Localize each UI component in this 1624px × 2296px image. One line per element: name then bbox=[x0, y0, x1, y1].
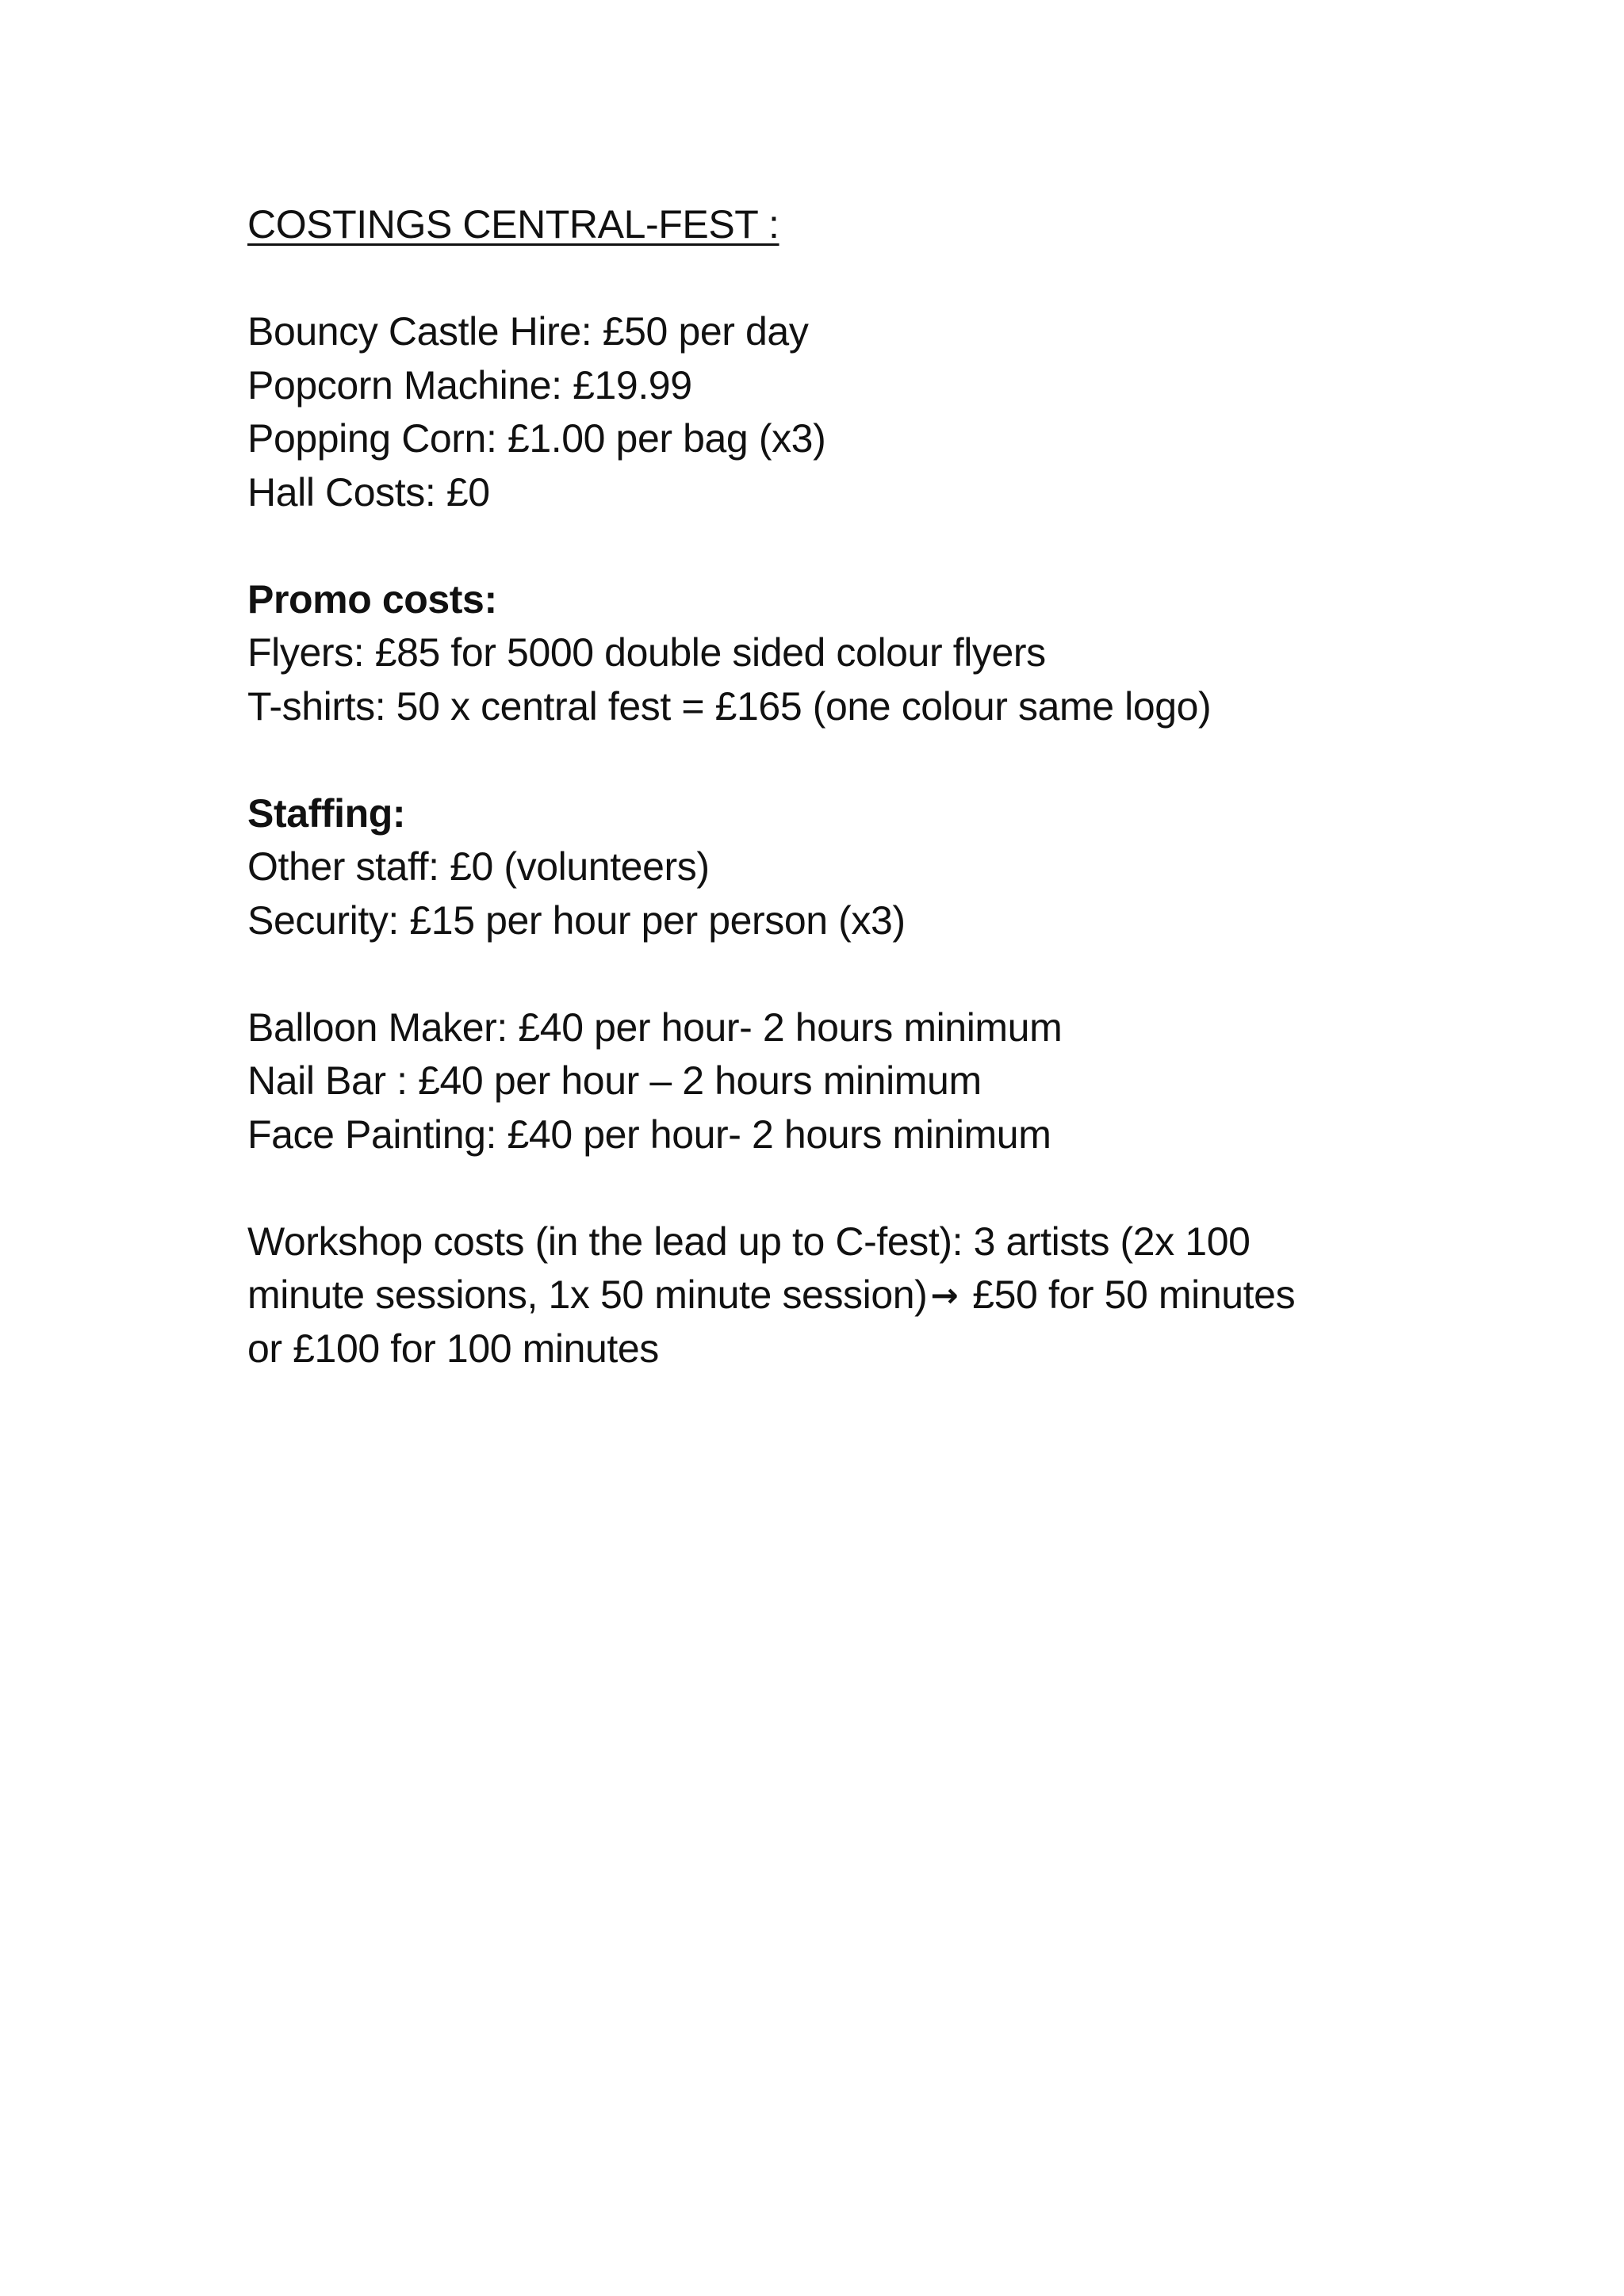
spacer bbox=[247, 1161, 1413, 1215]
spacer bbox=[247, 947, 1413, 1001]
activity-balloon-maker: Balloon Maker: £40 per hour- 2 hours minimum bbox=[247, 1004, 1063, 1050]
promo-heading: Promo costs: bbox=[247, 576, 497, 622]
document-body bbox=[247, 198, 1413, 1376]
workshop-line-2-text: minute sessions, 1x 50 minute session) bbox=[247, 1272, 928, 1317]
workshop-line-3: or £100 for 100 minutes bbox=[247, 1326, 659, 1371]
workshop-line-2 bbox=[247, 1269, 1413, 1322]
cost-item-popcorn-machine: Popcorn Machine: £19.99 bbox=[247, 362, 692, 408]
promo-item-tshirts: T-shirts: 50 x central fest = £165 (one colour same logo) bbox=[247, 683, 1212, 729]
activity-nail-bar: Nail Bar : £40 per hour – 2 hours minimum bbox=[247, 1058, 982, 1103]
general-costs-list bbox=[247, 305, 1413, 519]
cost-item-bouncy-castle: Bouncy Castle Hire: £50 per day bbox=[247, 309, 809, 354]
workshop-line-2-price: £50 for 50 minutes bbox=[972, 1272, 1296, 1317]
cost-item-hall: Hall Costs: £0 bbox=[247, 469, 490, 515]
staffing-heading: Staffing: bbox=[247, 790, 406, 836]
activities-list bbox=[247, 1001, 1413, 1162]
spacer bbox=[247, 519, 1413, 573]
spacer bbox=[247, 733, 1413, 787]
spacer bbox=[247, 252, 1413, 306]
activity-face-painting: Face Painting: £40 per hour- 2 hours minimum bbox=[247, 1112, 1051, 1157]
arrow-right-icon: → bbox=[930, 1276, 959, 1314]
workshop-section bbox=[247, 1215, 1413, 1376]
promo-item-flyers: Flyers: £85 for 5000 double sided colour flyers bbox=[247, 630, 1046, 675]
document-title: COSTINGS CENTRAL-FEST : bbox=[247, 202, 779, 247]
staffing-item-security: Security: £15 per hour per person (x3) bbox=[247, 897, 906, 943]
workshop-line-1: Workshop costs (in the lead up to C-fest): 3 artists (2x 100 bbox=[247, 1219, 1251, 1264]
promo-section bbox=[247, 573, 1413, 734]
staffing-section bbox=[247, 787, 1413, 948]
staffing-item-other-staff: Other staff: £0 (volunteers) bbox=[247, 844, 710, 889]
cost-item-popping-corn: Popping Corn: £1.00 per bag (x3) bbox=[247, 416, 826, 461]
